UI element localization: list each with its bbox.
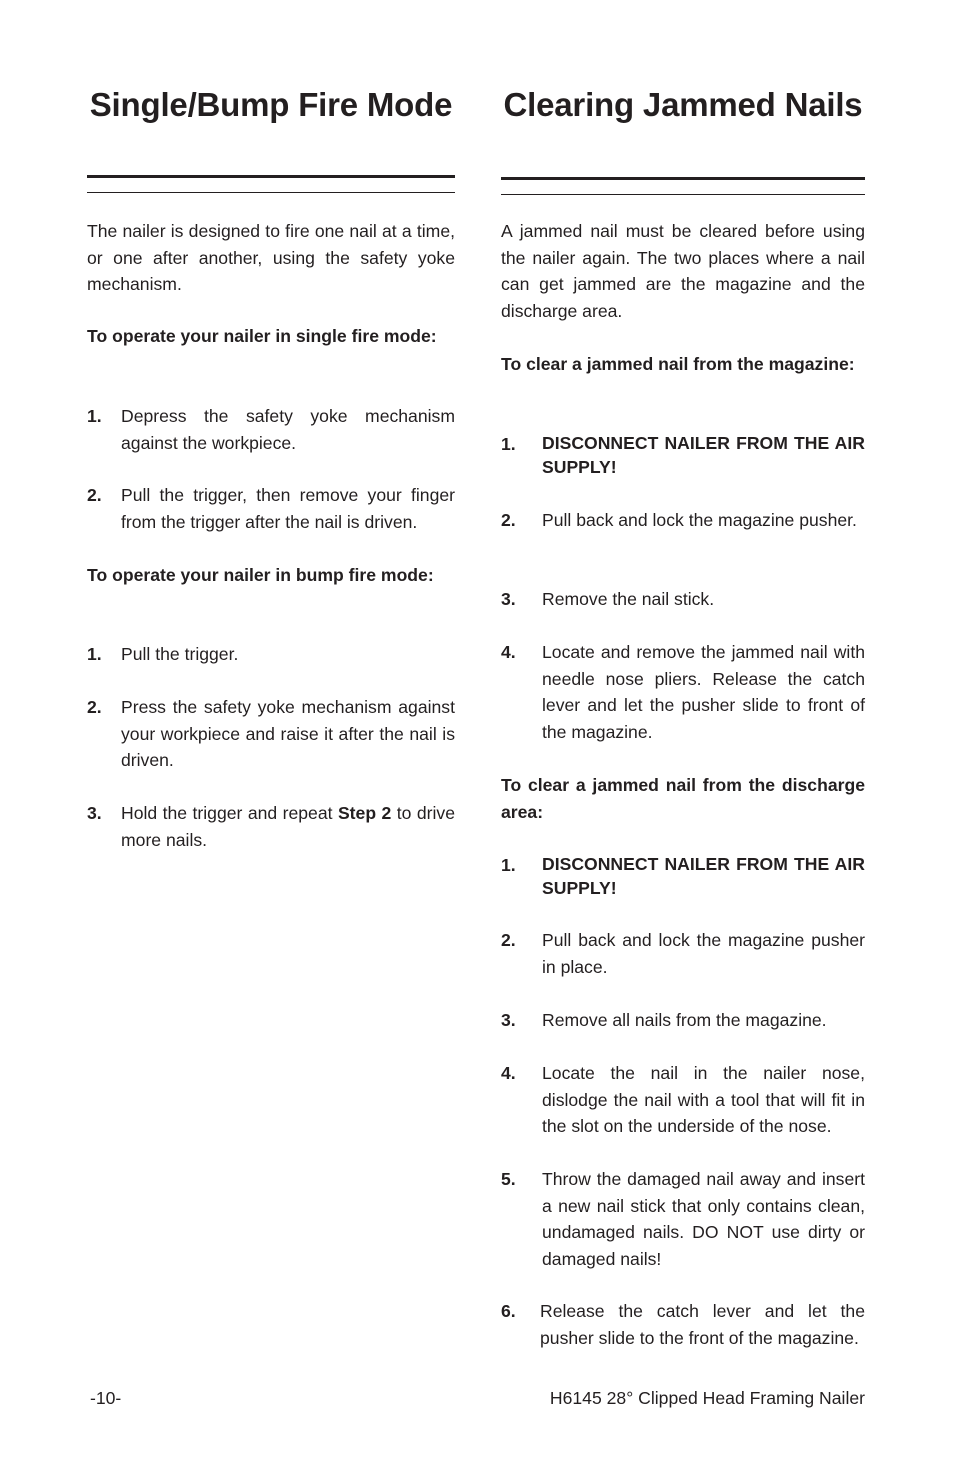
subheading-magazine: To clear a jammed nail from the magazine: bbox=[501, 354, 855, 374]
step-number: 2. bbox=[501, 510, 516, 530]
step-number: 3. bbox=[501, 1010, 516, 1030]
section-heading-single-bump: Single/Bump Fire Mode bbox=[89, 86, 453, 123]
step-number: 4. bbox=[501, 1063, 516, 1083]
step-text: Depress the safety yoke mechanism against the workpiece. bbox=[121, 406, 455, 453]
mag-step-1 bbox=[501, 431, 865, 479]
step-text-after: to drive more nails. bbox=[121, 803, 455, 850]
step-number: 6. bbox=[501, 1301, 516, 1321]
step-number: 1. bbox=[501, 855, 516, 875]
step-reference: Step 2 bbox=[337, 803, 392, 823]
dis-step-4 bbox=[501, 1060, 865, 1140]
step-text: Remove the nail stick. bbox=[542, 589, 715, 609]
dis-step-3 bbox=[501, 1007, 865, 1034]
dis-step-1 bbox=[501, 852, 865, 900]
step-text: DISCONNECT NAILER FROM THE AIR SUPPLY! bbox=[542, 433, 865, 477]
step-text: Pull the trigger. bbox=[121, 644, 239, 664]
step-text-before: Hold the trigger and repeat bbox=[121, 803, 338, 823]
step-text: Pull back and lock the magazine pusher in place. bbox=[542, 930, 865, 977]
step-text: Remove all nails from the magazine. bbox=[542, 1010, 827, 1030]
step-number: 1. bbox=[87, 644, 102, 664]
single-step-1 bbox=[87, 403, 455, 456]
step-number: 2. bbox=[87, 697, 102, 717]
page-number: -10- bbox=[90, 1388, 122, 1408]
mag-step-4 bbox=[501, 639, 865, 745]
step-text: Pull back and lock the magazine pusher. bbox=[542, 510, 857, 530]
bump-step-2 bbox=[87, 694, 455, 774]
step-number: 1. bbox=[501, 434, 516, 454]
heading-rule-thin bbox=[501, 194, 865, 195]
dis-step-5 bbox=[501, 1166, 865, 1272]
step-number: 5. bbox=[501, 1169, 516, 1189]
heading-rule-thick bbox=[87, 175, 455, 178]
step-number: 1. bbox=[87, 406, 102, 426]
subheading-discharge: To clear a jammed nail from the discharge area: bbox=[501, 775, 865, 822]
step-text: Release the catch lever and let the pusher slide to the front of the magazine. bbox=[540, 1301, 865, 1348]
intro-paragraph: The nailer is designed to fire one nail at a time, or one after another, using the safety yoke mechanism. bbox=[87, 221, 455, 294]
step-text: Throw the damaged nail away and insert a new nail stick that only contains clean, undamaged nails. DO NOT use dirty or damaged nails! bbox=[542, 1169, 865, 1269]
step-text: DISCONNECT NAILER FROM THE AIR SUPPLY! bbox=[542, 854, 865, 898]
bump-step-1 bbox=[87, 641, 455, 668]
step-number: 3. bbox=[87, 803, 102, 823]
step-number: 4. bbox=[501, 642, 516, 662]
step-text: Pull the trigger, then remove your finger from the trigger after the nail is driven. bbox=[121, 485, 455, 532]
step-text: Locate the nail in the nailer nose, dislodge the nail with a tool that will fit in the slot on the underside of the nose. bbox=[542, 1063, 865, 1136]
dis-step-6 bbox=[501, 1298, 865, 1351]
step-number: 2. bbox=[87, 485, 102, 505]
heading-rule-thick bbox=[501, 177, 865, 180]
mag-step-3 bbox=[501, 586, 865, 613]
step-text bbox=[121, 800, 455, 853]
subheading-bump-fire: To operate your nailer in bump fire mode: bbox=[87, 565, 434, 585]
bump-step-3 bbox=[87, 800, 455, 853]
step-number: 2. bbox=[501, 930, 516, 950]
section-heading-clearing: Clearing Jammed Nails bbox=[503, 86, 863, 123]
intro-paragraph: A jammed nail must be cleared before using the nailer again. The two places where a nail can get jammed are the magazine and the discharge area. bbox=[501, 221, 865, 321]
heading-rule-thin bbox=[87, 192, 455, 193]
dis-step-2 bbox=[501, 927, 865, 980]
step-text: Press the safety yoke mechanism against your workpiece and raise it after the nail is driven. bbox=[121, 697, 455, 770]
step-number: 3. bbox=[501, 589, 516, 609]
subheading-single-fire: To operate your nailer in single fire mode: bbox=[87, 326, 437, 346]
single-step-2 bbox=[87, 482, 455, 535]
footer-product-title: H6145 28° Clipped Head Framing Nailer bbox=[549, 1388, 865, 1408]
step-text: Locate and remove the jammed nail with needle nose pliers. Release the catch lever and let the pusher slide to front of the magazine. bbox=[542, 642, 865, 742]
mag-step-2 bbox=[501, 507, 865, 534]
